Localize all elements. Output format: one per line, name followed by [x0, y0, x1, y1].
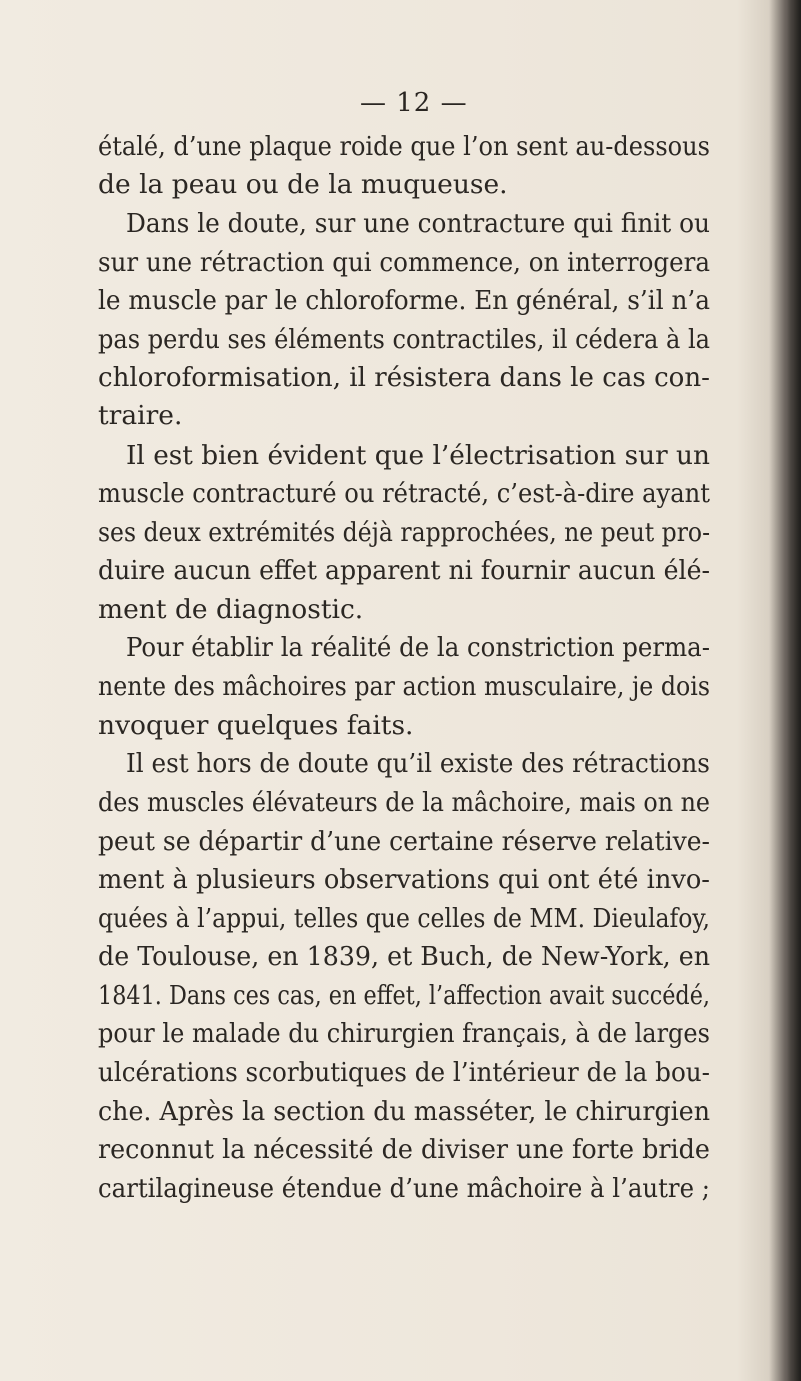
text-line: che. Après la section du masséter, le chirurgien: [98, 1096, 711, 1127]
text-line: pour le malade du chirurgien français, à de larges: [98, 1018, 710, 1049]
text-line: cartilagineuse étendue d’une mâchoire à l’autre ;: [98, 1173, 710, 1204]
text-line: Dans le doute, sur une contracture qui finit ou: [126, 208, 710, 239]
text-line: de la peau ou de la muqueuse.: [98, 169, 508, 200]
text-line: Il est hors de doute qu’il existe des rétractions: [126, 748, 710, 779]
text-line: Pour établir la réalité de la constriction perma-: [126, 632, 710, 663]
text-line: duire aucun effet apparent ni fournir aucun élé-: [98, 555, 710, 586]
text-line: des muscles élévateurs de la mâchoire, mais on ne: [98, 787, 711, 818]
text-line: étalé, d’une plaque roide que l’on sent au-dessous: [98, 131, 710, 162]
page-number: — 12 —: [360, 88, 468, 118]
text-line: sur une rétraction qui commence, on interrogera: [98, 247, 711, 278]
text-line: 1841. Dans ces cas, en effet, l’affection avait succédé,: [98, 980, 711, 1011]
text-line: Il est bien évident que l’électrisation sur un: [126, 440, 710, 471]
text-line: le muscle par le chloroforme. En général, s’il n’a: [98, 285, 710, 316]
text-line: quées à l’appui, telles que celles de MM. Dieulafoy,: [98, 903, 711, 934]
text-line: muscle contracturé ou rétracté, c’est-à-dire ayant: [98, 478, 710, 509]
text-line: peut se départir d’une certaine réserve relative-: [98, 826, 710, 857]
text-line: chloroformisation, il résistera dans le cas con-: [98, 362, 710, 393]
text-line: nente des mâchoires par action musculaire, je dois: [98, 671, 710, 702]
text-line: nvoquer quelques faits.: [98, 710, 414, 741]
text-line: ses deux extrémités déjà rapprochées, ne peut pro-: [98, 517, 711, 548]
text-line: reconnut la nécessité de diviser une forte bride: [98, 1134, 710, 1165]
text-line: ment de diagnostic.: [98, 594, 364, 625]
text-line: ment à plusieurs observations qui ont été invo-: [98, 864, 710, 895]
text-line: traire.: [98, 400, 183, 431]
text-line: de Toulouse, en 1839, et Buch, de New-York, en: [98, 941, 711, 972]
text-line: pas perdu ses éléments contractiles, il cédera à la: [98, 324, 711, 355]
text-line: ulcérations scorbutiques de l’intérieur de la bou-: [98, 1057, 710, 1088]
